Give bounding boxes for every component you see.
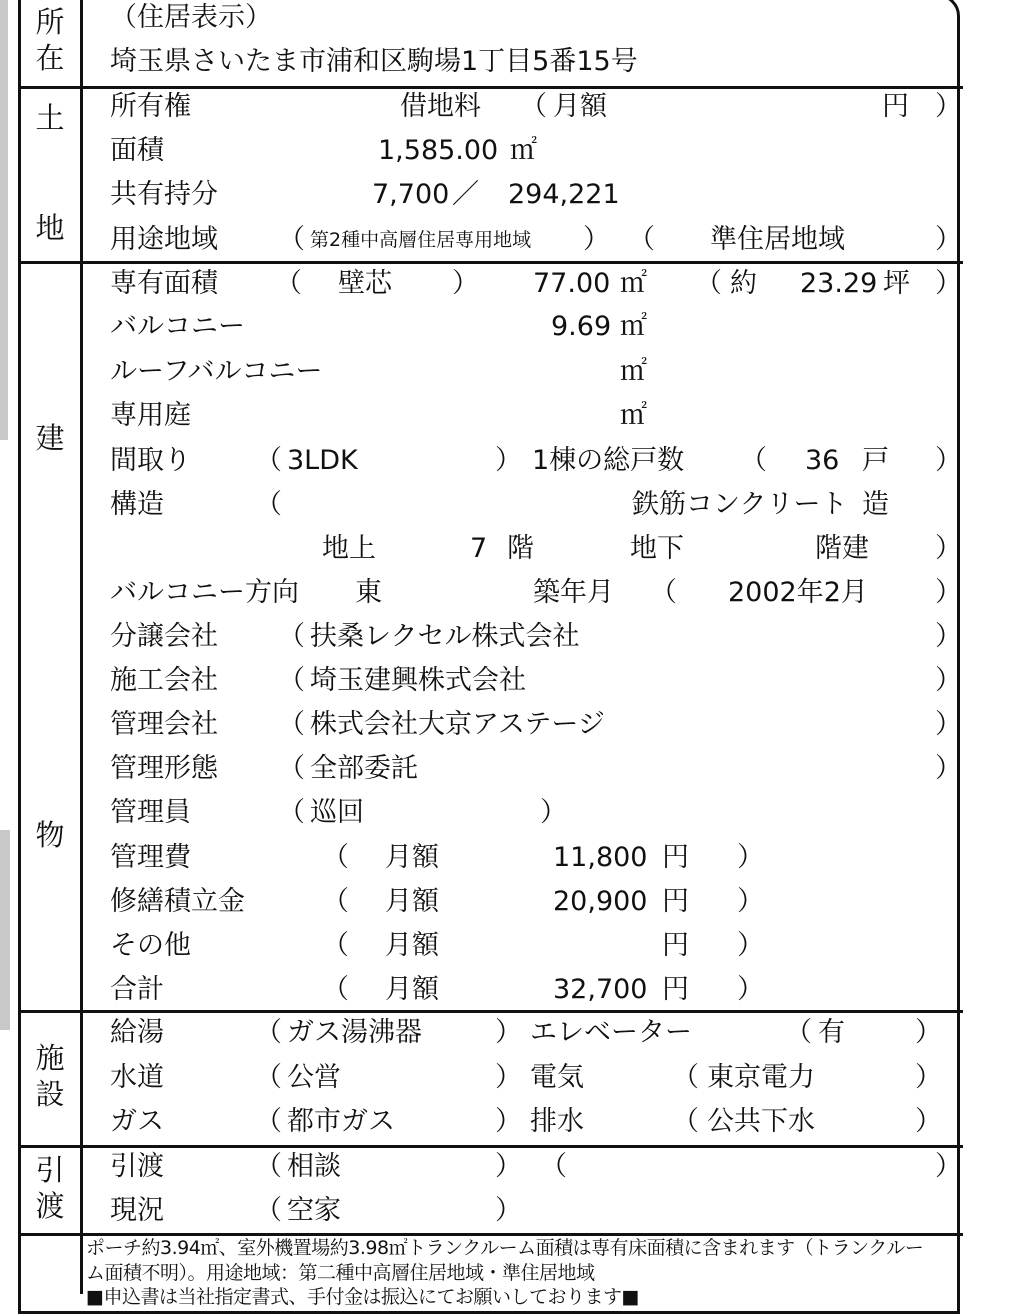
field-value: 1棟の総戸数: [532, 445, 685, 476]
field-label: 埼玉県さいたま市浦和区駒場1丁目5番15号: [110, 46, 638, 77]
field-value: ）: [935, 1151, 962, 1182]
field-value: （: [278, 753, 305, 784]
field-value: 2002年2月: [728, 577, 868, 608]
section-label-facilities: 施: [35, 1041, 65, 1075]
field-label: バルコニー: [110, 311, 245, 342]
row-divider: [18, 1010, 963, 1013]
field-label: （住居表示）: [110, 2, 272, 33]
field-value: （: [628, 224, 655, 255]
field-label: バルコニー方向: [110, 577, 299, 608]
field-value: ガス湯沸器: [287, 1017, 422, 1048]
field-value: 第2種中高層住居専用地域: [310, 229, 532, 251]
field-value: ㎡: [620, 356, 647, 387]
field-value: ）: [935, 621, 962, 652]
field-value: （: [540, 1151, 567, 1182]
field-value: 36: [805, 445, 840, 476]
field-label: 合計: [110, 974, 164, 1005]
field-value: （: [695, 268, 722, 299]
field-value: 排水: [530, 1106, 584, 1137]
remarks-line: ポーチ約3.94㎡、室外機置場約3.98㎡トランクルーム面積は専有床面積に含まれます（トランクルー: [86, 1237, 924, 1259]
field-value: 階建: [815, 533, 869, 564]
row-divider: [18, 261, 963, 264]
field-value: （: [278, 797, 305, 828]
field-value: ）: [915, 1062, 942, 1093]
field-value: ）: [495, 1106, 522, 1137]
field-value: （: [278, 665, 305, 696]
field-value: 借地料: [400, 91, 481, 122]
field-label: 構造: [110, 489, 164, 520]
field-value: 東: [355, 577, 382, 608]
field-value: （: [255, 1106, 282, 1137]
field-label: 管理費: [110, 842, 191, 873]
section-label-land: 地: [35, 211, 65, 245]
field-label: ガス: [110, 1106, 164, 1137]
field-value: 9.69: [551, 311, 612, 342]
field-label: その他: [110, 930, 191, 961]
field-label: 引渡: [110, 1151, 164, 1182]
section-label-land: 土: [35, 101, 65, 135]
field-label: 分譲会社: [110, 621, 218, 652]
field-value: ）: [935, 268, 962, 299]
field-value: 都市ガス: [287, 1106, 395, 1137]
field-value: 20,900: [553, 886, 648, 917]
field-value: ㎡: [620, 311, 647, 342]
field-value: （: [278, 709, 305, 740]
field-value: ㎡: [510, 135, 537, 166]
field-value: 埼玉建興株式会社: [310, 665, 526, 696]
remarks-line: ム面積不明）。用途地域：第二種中高層住居地域・準住居地域: [86, 1262, 595, 1284]
field-label: 所有権: [110, 91, 191, 122]
field-value: 全部委託: [310, 753, 418, 784]
field-value: ）: [495, 1195, 522, 1226]
field-value: 11,800: [553, 842, 648, 873]
field-label: 用途地域: [110, 224, 218, 255]
page-edge-shadow: [0, 830, 10, 1030]
field-value: 公共下水: [707, 1106, 815, 1137]
field-value: 月額: [385, 974, 439, 1005]
field-value: 7: [470, 533, 488, 564]
section-label-building: 建: [35, 421, 65, 455]
field-value: 月額: [385, 886, 439, 917]
field-value: 戸: [862, 445, 889, 476]
field-value: ）: [935, 665, 962, 696]
field-value: 3LDK: [287, 445, 358, 476]
field-value: 月額: [385, 842, 439, 873]
field-label: 地上: [322, 533, 376, 564]
field-value: 月額: [553, 91, 607, 122]
field-label: 給湯: [110, 1017, 164, 1048]
field-value: （: [255, 1062, 282, 1093]
field-value: 円: [662, 930, 689, 961]
field-value: 壁芯: [338, 268, 392, 299]
field-value: ）: [935, 224, 962, 255]
field-value: （: [255, 445, 282, 476]
field-label: 管理員: [110, 797, 191, 828]
field-value: ㎡: [620, 268, 647, 299]
field-value: 相談: [287, 1151, 341, 1182]
field-value: ）: [935, 445, 962, 476]
field-value: 32,700: [553, 974, 648, 1005]
field-value: ）: [540, 797, 567, 828]
field-value: 23.29: [800, 268, 878, 299]
field-value: （: [255, 489, 282, 520]
section-label-location: 在: [35, 41, 65, 75]
field-value: 月額: [385, 930, 439, 961]
field-value: ㎡: [620, 400, 647, 431]
field-value: 294,221: [508, 179, 620, 210]
field-value: 階: [507, 533, 534, 564]
field-label: 管理会社: [110, 709, 218, 740]
field-value: 空家: [287, 1195, 341, 1226]
field-label: ルーフバルコニー: [110, 356, 323, 387]
field-label: 水道: [110, 1062, 164, 1093]
field-value: ）: [737, 974, 764, 1005]
field-value: ）: [737, 886, 764, 917]
field-value: 準住居地域: [710, 224, 845, 255]
field-value: （: [255, 1195, 282, 1226]
field-value: 円: [662, 886, 689, 917]
field-value: 円: [662, 974, 689, 1005]
field-value: （: [278, 621, 305, 652]
field-value: 株式会社大京アステージ: [310, 709, 605, 740]
field-value: ）: [495, 445, 522, 476]
field-value: （: [785, 1017, 812, 1048]
field-value: （: [322, 842, 349, 873]
field-value: （: [275, 268, 302, 299]
field-label: 現況: [110, 1195, 164, 1226]
field-value: 7,700: [372, 179, 450, 210]
field-value: 巡回: [310, 797, 364, 828]
field-value: 円: [882, 91, 909, 122]
field-value: 電気: [530, 1062, 584, 1093]
field-value: 公営: [287, 1062, 341, 1093]
section-label-handover: 渡: [35, 1189, 65, 1223]
field-value: （: [255, 1151, 282, 1182]
field-label: 施工会社: [110, 665, 218, 696]
field-value: （: [672, 1106, 699, 1137]
field-value: 円: [662, 842, 689, 873]
field-value: 1,585.00: [378, 135, 499, 166]
field-label: 修繕積立金: [110, 886, 245, 917]
field-value: ）: [737, 930, 764, 961]
field-value: 77.00: [533, 268, 611, 299]
field-value: 鉄筋コンクリート: [632, 489, 848, 520]
field-value: （: [650, 577, 677, 608]
section-label-facilities: 設: [35, 1077, 65, 1111]
field-value: （: [278, 224, 305, 255]
field-label: 専用庭: [110, 400, 191, 431]
field-value: ）: [495, 1017, 522, 1048]
field-value: ）: [452, 268, 479, 299]
field-value: （: [672, 1062, 699, 1093]
field-value: （: [740, 445, 767, 476]
field-value: （: [322, 930, 349, 961]
field-value: 地下: [630, 533, 684, 564]
field-value: エレベーター: [530, 1017, 692, 1048]
field-value: ）: [583, 224, 610, 255]
row-divider: [18, 1145, 963, 1148]
field-value: ）: [737, 842, 764, 873]
row-divider: [18, 86, 963, 89]
field-label: 専有面積: [110, 268, 218, 299]
remarks-line: ■申込書は当社指定書式、手付金は振込にてお願いしております■: [86, 1286, 639, 1308]
field-label: 面積: [110, 135, 164, 166]
field-value: 東京電力: [707, 1062, 815, 1093]
field-value: （: [520, 91, 547, 122]
label-column-divider: [80, 0, 83, 1294]
field-value: ）: [495, 1062, 522, 1093]
field-value: （: [255, 1017, 282, 1048]
field-value: 扶桑レクセル株式会社: [310, 621, 580, 652]
field-value: ）: [495, 1151, 522, 1182]
field-value: 築年月: [533, 577, 614, 608]
field-value: ）: [935, 577, 962, 608]
section-label-location: 所: [35, 5, 65, 39]
page-edge-shadow: [0, 0, 8, 440]
field-value: 坪: [883, 268, 910, 299]
field-value: ）: [915, 1017, 942, 1048]
field-value: ）: [935, 709, 962, 740]
field-value: 約: [730, 268, 757, 299]
field-value: ）: [935, 533, 962, 564]
field-value: （: [322, 974, 349, 1005]
field-value: ）: [935, 91, 962, 122]
field-value: ／: [452, 179, 479, 210]
field-value: 有: [818, 1017, 845, 1048]
section-label-building: 物: [35, 818, 65, 852]
field-value: （: [322, 886, 349, 917]
section-label-handover: 引: [35, 1153, 65, 1187]
field-label: 間取り: [110, 445, 191, 476]
field-value: ）: [935, 753, 962, 784]
field-value: ）: [915, 1106, 942, 1137]
field-value: 造: [862, 489, 889, 520]
field-label: 共有持分: [110, 179, 218, 210]
field-label: 管理形態: [110, 753, 218, 784]
